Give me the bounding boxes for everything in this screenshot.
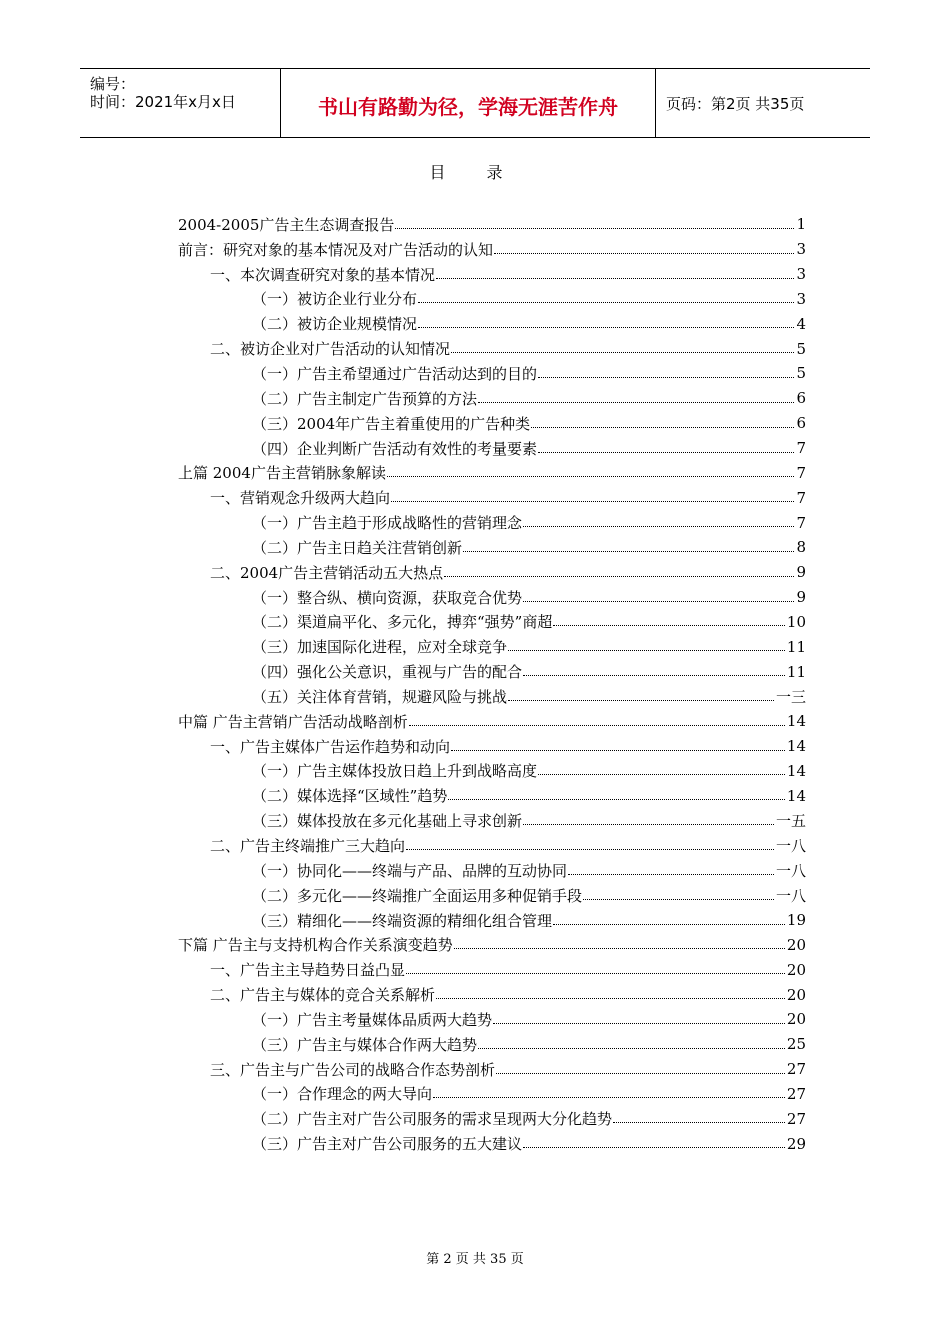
- toc-entry[interactable]: [178, 411, 806, 436]
- toc-entry-page: 6: [796, 414, 806, 433]
- toc-leader-dots: [409, 725, 785, 726]
- toc-entry-label: （三）广告主与媒体合作两大趋势: [252, 1035, 478, 1054]
- page-footer: 第 2 页 共 35 页: [426, 1252, 524, 1267]
- toc-entry-label: （二）广告主制定广告预算的方法: [252, 389, 478, 408]
- toc-entry-page: 8: [796, 538, 806, 557]
- toc-leader-dots: [583, 899, 774, 900]
- toc-entry-page: 5: [796, 364, 806, 383]
- toc-entry[interactable]: [178, 1082, 806, 1107]
- toc-leader-dots: [553, 625, 785, 626]
- toc-entry-label: 二、被访企业对广告活动的认知情况: [210, 340, 451, 359]
- toc-entry[interactable]: [178, 858, 806, 883]
- toc-entry-label: （二）多元化——终端推广全面运用多种促销手段: [252, 886, 583, 905]
- toc-leader-dots: [478, 402, 794, 403]
- toc-entry-page: 14: [786, 712, 806, 731]
- toc-entry-label: 下篇 广告主与支持机构合作关系演变趋势: [178, 936, 453, 955]
- toc-entry-label: （一）广告主媒体投放日趋上升到战略高度: [252, 762, 538, 781]
- toc-entry[interactable]: [178, 808, 806, 833]
- toc-entry-label: （一）广告主希望通过广告活动达到的目的: [252, 364, 538, 383]
- toc-leader-dots: [523, 601, 794, 602]
- toc-entry-label: （一）广告主考量媒体品质两大趋势: [252, 1010, 493, 1029]
- toc-entry-label: （一）整合纵、横向资源，获取竞合优势: [252, 588, 523, 607]
- header-page-label: 页码：第2页 共35页: [666, 95, 805, 113]
- toc-leader-dots: [523, 824, 774, 825]
- toc-entry[interactable]: [178, 659, 806, 684]
- toc-entry[interactable]: [178, 585, 806, 610]
- toc-entry-page: 20: [786, 935, 806, 954]
- toc-leader-dots: [523, 526, 794, 527]
- toc-entry-label: （四）强化公关意识，重视与广告的配合: [252, 663, 523, 682]
- header-right-cell: [656, 69, 870, 137]
- toc-entry-page: 20: [786, 985, 806, 1004]
- toc-entry-label: 三、广告主与广告公司的战略合作态势剖析: [210, 1060, 496, 1079]
- toc-entry[interactable]: [178, 237, 806, 262]
- toc-entry[interactable]: [178, 460, 806, 485]
- toc-entry-page: 7: [796, 488, 806, 507]
- toc-entry[interactable]: [178, 336, 806, 361]
- toc-leader-dots: [418, 302, 794, 303]
- toc-leader-dots: [523, 1147, 785, 1148]
- toc-entry-page: 3: [796, 265, 806, 284]
- toc-entry-label: 一、广告主媒体广告运作趋势和动向: [210, 737, 451, 756]
- toc-entry-label: （二）渠道扁平化、多元化，搏弈“强势”商超: [252, 613, 553, 632]
- toc-entry[interactable]: [178, 610, 806, 635]
- toc-entry-label: （二）广告主对广告公司服务的需求呈现两大分化趋势: [252, 1110, 613, 1129]
- toc-leader-dots: [448, 799, 785, 800]
- toc-entry-page: 3: [796, 289, 806, 308]
- toc-entry-page: 6: [796, 389, 806, 408]
- toc-entry-page: 一八: [775, 886, 806, 905]
- toc-entry-page: 9: [796, 588, 806, 607]
- toc-entry-page: 7: [796, 513, 806, 532]
- toc-entry-label: 2004-2005广告主生态调查报告: [178, 215, 395, 234]
- toc-leader-dots: [436, 278, 794, 279]
- toc-leader-dots: [494, 253, 794, 254]
- toc-entry[interactable]: [178, 833, 806, 858]
- page-header: [80, 68, 870, 138]
- toc-leader-dots: [387, 476, 795, 477]
- toc-leader-dots: [568, 874, 774, 875]
- toc-leader-dots: [496, 1073, 785, 1074]
- toc-entry-label: （一）协同化——终端与产品、品牌的互动协同: [252, 861, 568, 880]
- toc-entry-label: （二）广告主日趋关注营销创新: [252, 538, 463, 557]
- toc-entry[interactable]: [178, 287, 806, 312]
- toc-leader-dots: [463, 551, 794, 552]
- toc-entry-page: 14: [786, 786, 806, 805]
- toc-entry[interactable]: [178, 1106, 806, 1131]
- toc-entry[interactable]: [178, 311, 806, 336]
- toc-entry-label: 中篇 广告主营销广告活动战略剖析: [178, 712, 408, 731]
- toc-entry[interactable]: [178, 932, 806, 957]
- toc-entry-label: （三）2004年广告主着重使用的广告种类: [252, 414, 531, 433]
- toc-entry-page: 9: [796, 563, 806, 582]
- toc-entry-page: 11: [786, 662, 806, 681]
- toc-leader-dots: [451, 352, 794, 353]
- toc-entry[interactable]: [178, 1032, 806, 1057]
- toc-entry[interactable]: [178, 709, 806, 734]
- toc-entry-page: 1: [796, 215, 806, 234]
- toc-leader-dots: [451, 750, 785, 751]
- toc-leader-dots: [454, 948, 785, 949]
- toc-leader-dots: [406, 849, 774, 850]
- toc-entry[interactable]: [178, 1057, 806, 1082]
- toc-entry-label: 一、广告主主导趋势日益凸显: [210, 961, 406, 980]
- toc-leader-dots: [538, 377, 794, 378]
- toc-entry-label: 一、本次调查研究对象的基本情况: [210, 265, 436, 284]
- toc-entry[interactable]: [178, 535, 806, 560]
- toc-entry-page: 27: [786, 1084, 806, 1103]
- toc-entry-page: 14: [786, 761, 806, 780]
- toc-entry-page: 14: [786, 737, 806, 756]
- toc-entry-label: （一）广告主趋于形成战略性的营销理念: [252, 514, 523, 533]
- toc-leader-dots: [613, 1122, 785, 1123]
- table-of-contents: [178, 212, 806, 1156]
- toc-entry-label: （二）被访企业规模情况: [252, 315, 418, 334]
- toc-entry-page: 5: [796, 339, 806, 358]
- toc-entry[interactable]: [178, 560, 806, 585]
- header-motto: 书山有路勤为径，学海无涯苦作舟: [318, 95, 618, 119]
- toc-leader-dots: [538, 774, 785, 775]
- toc-entry-label: 上篇 2004广告主营销脉象解读: [178, 464, 386, 483]
- toc-entry[interactable]: [178, 510, 806, 535]
- toc-entry-page: 7: [796, 463, 806, 482]
- toc-entry[interactable]: [178, 734, 806, 759]
- toc-entry-label: （一）被访企业行业分布: [252, 290, 418, 309]
- toc-entry[interactable]: [178, 361, 806, 386]
- toc-entry[interactable]: [178, 908, 806, 933]
- toc-entry-label: 二、广告主终端推广三大趋向: [210, 837, 406, 856]
- toc-leader-dots: [531, 427, 794, 428]
- toc-entry-label: （三）媒体投放在多元化基础上寻求创新: [252, 812, 523, 831]
- toc-leader-dots: [444, 576, 794, 577]
- document-time-label: 时间：2021年x月x日: [90, 93, 236, 111]
- toc-entry[interactable]: [178, 982, 806, 1007]
- toc-entry-page: 29: [786, 1134, 806, 1153]
- toc-entry-page: 20: [786, 1010, 806, 1029]
- toc-leader-dots: [418, 327, 794, 328]
- toc-entry[interactable]: [178, 957, 806, 982]
- toc-entry[interactable]: [178, 783, 806, 808]
- toc-entry-label: （一）合作理念的两大导向: [252, 1085, 433, 1104]
- toc-entry[interactable]: [178, 485, 806, 510]
- header-left-cell: [80, 69, 280, 137]
- toc-entry-label: （三）广告主对广告公司服务的五大建议: [252, 1135, 523, 1154]
- toc-leader-dots: [391, 501, 794, 502]
- toc-entry-page: 一八: [775, 837, 806, 856]
- toc-entry-page: 一三: [775, 687, 806, 706]
- toc-leader-dots: [395, 228, 794, 229]
- toc-leader-dots: [553, 924, 785, 925]
- toc-entry[interactable]: [178, 1007, 806, 1032]
- toc-entry-label: （四）企业判断广告活动有效性的考量要素: [252, 439, 538, 458]
- toc-entry-page: 11: [786, 637, 806, 656]
- toc-entry-page: 4: [796, 314, 806, 333]
- toc-entry-label: （五）关注体育营销，规避风险与挑战: [252, 687, 508, 706]
- toc-leader-dots: [478, 1048, 785, 1049]
- toc-entry-page: 10: [786, 612, 806, 631]
- toc-entry-page: 27: [786, 1109, 806, 1128]
- toc-entry[interactable]: [178, 212, 806, 237]
- toc-leader-dots: [538, 452, 794, 453]
- toc-entry-label: （二）媒体选择“区域性”趋势: [252, 787, 448, 806]
- toc-entry-page: 25: [786, 1035, 806, 1054]
- toc-entry[interactable]: [178, 436, 806, 461]
- toc-entry[interactable]: [178, 883, 806, 908]
- toc-entry-page: 3: [796, 240, 806, 259]
- document-number-label: 编号：: [90, 75, 136, 93]
- toc-entry-page: 一五: [775, 812, 806, 831]
- toc-entry-page: 19: [786, 911, 806, 930]
- header-center-cell: [280, 69, 656, 137]
- toc-leader-dots: [508, 700, 774, 701]
- toc-entry-label: 一、营销观念升级两大趋向: [210, 489, 391, 508]
- toc-heading: 目 录: [429, 163, 521, 182]
- toc-leader-dots: [433, 1097, 785, 1098]
- toc-entry[interactable]: [178, 634, 806, 659]
- toc-leader-dots: [493, 1023, 785, 1024]
- toc-entry-page: 7: [796, 439, 806, 458]
- toc-entry-label: 二、2004广告主营销活动五大热点: [210, 563, 444, 582]
- toc-leader-dots: [523, 675, 785, 676]
- toc-leader-dots: [406, 973, 785, 974]
- toc-leader-dots: [508, 650, 785, 651]
- toc-entry[interactable]: [178, 262, 806, 287]
- toc-entry[interactable]: [178, 759, 806, 784]
- toc-entry-page: 20: [786, 960, 806, 979]
- toc-entry-label: 二、广告主与媒体的竞合关系解析: [210, 986, 436, 1005]
- toc-entry-page: 一八: [775, 861, 806, 880]
- toc-entry-label: （三）精细化——终端资源的精细化组合管理: [252, 911, 553, 930]
- toc-entry[interactable]: [178, 684, 806, 709]
- toc-entry-label: （三）加速国际化进程，应对全球竞争: [252, 638, 508, 657]
- toc-entry-page: 27: [786, 1060, 806, 1079]
- toc-entry[interactable]: [178, 1131, 806, 1156]
- toc-entry[interactable]: [178, 386, 806, 411]
- toc-leader-dots: [436, 998, 785, 999]
- toc-entry-label: 前言：研究对象的基本情况及对广告活动的认知: [178, 240, 494, 259]
